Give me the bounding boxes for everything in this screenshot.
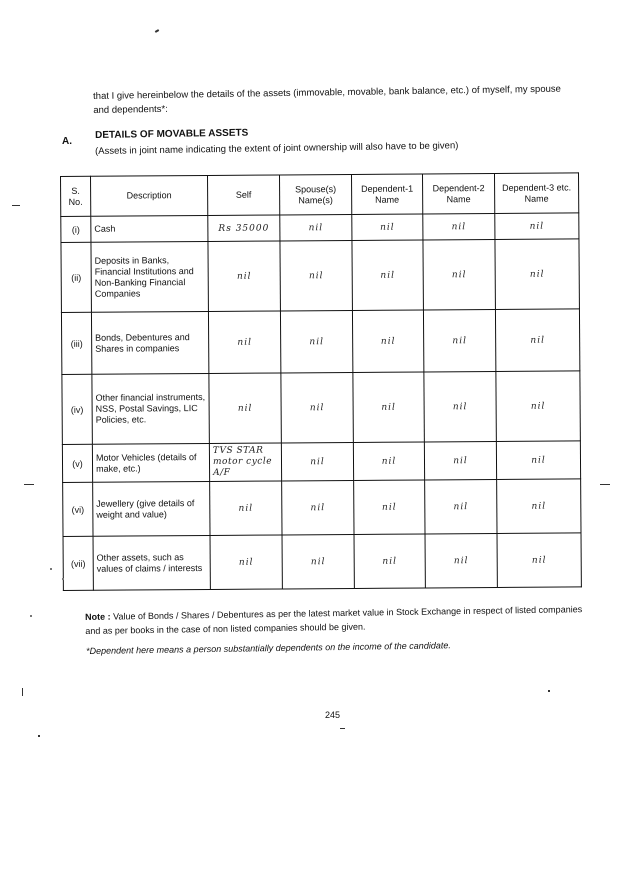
header-description: Description	[91, 175, 208, 216]
row-dep2-value: nil	[423, 213, 495, 240]
row-description: Other assets, such as values of claims / interests	[93, 535, 210, 590]
row-sno: (i)	[61, 216, 91, 242]
scan-speck	[600, 484, 610, 485]
row-sno: (ii)	[61, 242, 91, 312]
row-dep2-value: nil	[424, 441, 496, 480]
scan-speck	[62, 578, 64, 580]
table-row	[63, 533, 581, 591]
row-dep1-value: nil	[352, 240, 423, 310]
row-sno: (v)	[62, 444, 92, 482]
note-label: Note :	[85, 611, 111, 622]
section-title: DETAILS OF MOVABLE ASSETS	[95, 127, 249, 141]
row-spouse-value: nil	[281, 442, 353, 481]
row-dep3-value: nil	[495, 213, 579, 240]
row-dep3-value: nil	[496, 371, 580, 442]
table-row	[61, 213, 579, 243]
row-spouse-value: nil	[280, 214, 352, 241]
row-self-value: nil	[210, 535, 282, 590]
row-dep2-value: nil	[424, 371, 496, 442]
row-dep1-value: nil	[354, 480, 425, 534]
row-description: Deposits in Banks, Financial Institutions and Non-Banking Financial Companies	[91, 241, 208, 312]
scan-speck	[155, 29, 159, 33]
row-sno: (iv)	[62, 374, 92, 444]
row-dep3-value: nil	[497, 479, 581, 534]
self-value-line-3: A/F	[213, 467, 231, 478]
row-dep1-value: nil	[353, 442, 424, 480]
scan-speck	[548, 690, 550, 692]
row-dep3-value: nil	[495, 239, 579, 310]
scan-speck	[38, 735, 40, 737]
header-dependent-2: Dependent-2 Name	[422, 173, 494, 214]
header-dependent-1: Dependent-1 Name	[351, 174, 422, 214]
movable-assets-table-wrapper	[60, 172, 581, 590]
row-sno: (vi)	[63, 482, 93, 536]
row-description: Jewellery (give details of weight and value)	[93, 481, 210, 536]
table-row	[62, 441, 580, 483]
table-header-row	[61, 173, 579, 217]
scan-speck	[340, 728, 345, 729]
row-spouse-value: nil	[280, 240, 352, 311]
row-description: Other financial instruments, NSS, Postal Savings, LIC Policies, etc.	[92, 373, 209, 444]
note-text: Value of Bonds / Shares / Debentures as per the latest market value in Stock Exchange in respect of listed companies and as per books in the case of non listed companies should be given.	[85, 604, 583, 636]
header-spouse: Spouse(s) Name(s)	[279, 174, 351, 215]
row-spouse-value: nil	[280, 310, 352, 373]
row-description: Cash	[91, 215, 208, 242]
self-value-line-2: motor cycle	[212, 456, 273, 467]
scan-speck	[22, 688, 23, 696]
row-sno: (vii)	[63, 536, 93, 590]
row-dep1-value: nil	[353, 372, 424, 442]
row-description: Motor Vehicles (details of make, etc.)	[92, 443, 209, 482]
intro-paragraph: that I give hereinbelow the details of the assets (immovable, movable, bank balance, etc.) of myself, my spouse and dependents*:	[93, 83, 561, 116]
section-letter: A.	[62, 136, 72, 147]
scan-speck	[30, 615, 32, 617]
row-description: Bonds, Debentures and Shares in companies	[91, 311, 208, 374]
dependent-definition-note: *Dependent here means a person substantially dependents on the income of the candidate.	[86, 640, 451, 656]
header-self: Self	[207, 175, 279, 216]
row-dep2-value: nil	[425, 479, 497, 534]
scan-speck	[24, 484, 34, 485]
table-row	[62, 371, 580, 445]
row-dep2-value: nil	[423, 309, 495, 372]
table-row	[61, 239, 579, 313]
valuation-note	[85, 602, 585, 638]
scan-speck	[12, 205, 20, 206]
row-self-value: nil	[209, 373, 281, 444]
row-spouse-value: nil	[282, 534, 354, 589]
table-row	[61, 309, 579, 375]
row-spouse-value: nil	[282, 480, 354, 535]
row-dep3-value: nil	[495, 309, 579, 372]
row-dep2-value: nil	[423, 239, 495, 310]
row-self-value	[209, 443, 281, 482]
row-spouse-value: nil	[281, 372, 353, 443]
row-sno: (iii)	[61, 312, 91, 374]
row-dep1-value: nil	[352, 310, 423, 372]
row-dep1-value: nil	[354, 534, 425, 588]
row-self-value: nil	[208, 241, 280, 312]
table-row	[63, 479, 581, 537]
scan-speck	[50, 568, 52, 570]
self-value-line-1: TVS STAR	[212, 445, 264, 456]
section-subtitle: (Assets in joint name indicating the extent of joint ownership will also have to be given)	[95, 140, 459, 157]
row-dep3-value: nil	[497, 533, 581, 588]
page-number: 245	[325, 710, 341, 720]
movable-assets-table	[60, 172, 582, 591]
row-dep2-value: nil	[425, 533, 497, 588]
header-dependent-3: Dependent-3 etc. Name	[494, 173, 578, 214]
row-dep1-value: nil	[352, 214, 423, 240]
header-sno: S. No.	[61, 176, 91, 216]
row-self-value: nil	[208, 311, 280, 374]
row-dep3-value: nil	[496, 441, 580, 480]
row-self-value: Rs 35000	[208, 215, 280, 242]
row-self-value: nil	[210, 481, 282, 536]
